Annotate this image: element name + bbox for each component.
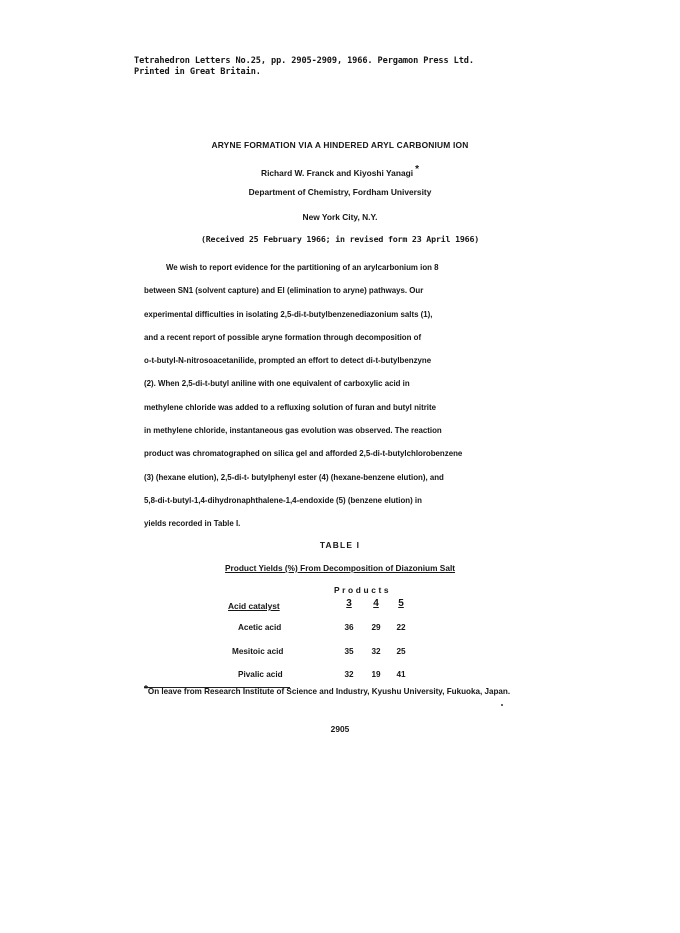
- author-city: New York City, N.Y.: [302, 212, 378, 222]
- article-authors: [0, 164, 680, 178]
- body-line: We wish to report evidence for the partitioning of an arylcarbonium ion 8: [166, 263, 439, 272]
- table-cell: 19: [371, 670, 381, 679]
- body-line: (3) (hexane elution), 2,5-di-t- butylphenyl ester (4) (hexane-benzene elution), and: [144, 472, 444, 482]
- body-line: experimental difficulties in isolating 2,5-di-t-butylbenzenediazonium salts (1),: [144, 309, 433, 319]
- footnote-text: On leave from Research Institute of Science and Industry, Kyushu University, Fukuoka, Japan.: [147, 687, 511, 696]
- received-dates: (Received 25 February 1966; in revised form 23 April 1966): [200, 234, 480, 244]
- footnote: [144, 686, 564, 696]
- body-line: methylene chloride was added to a refluxing solution of furan and butyl nitrite: [144, 402, 436, 412]
- table-label: TABLE I: [319, 540, 361, 550]
- acid-catalyst-header: Acid catalyst: [228, 601, 280, 611]
- table-cell: 22: [396, 623, 406, 632]
- table-row-acid: Pivalic acid: [238, 670, 283, 679]
- table-row-acid: Acetic acid: [238, 623, 282, 632]
- body-line: (2). When 2,5-di-t-butyl aniline with one equivalent of carboxylic acid in: [144, 379, 410, 389]
- table-row-acid: Mesitoic acid: [232, 647, 284, 656]
- printed-in: Printed in Great Britain.: [134, 67, 261, 77]
- products-header: Products: [334, 585, 392, 595]
- body-line: between SN1 (solvent capture) and El (elimination to aryne) pathways. Our: [144, 286, 424, 296]
- body-line: 5,8-di-t-butyl-1,4-dihydronaphthalene-1,4-endoxide (5) (benzene elution) in: [144, 495, 422, 505]
- column-header-5: 5: [398, 598, 404, 609]
- column-header-4: 4: [373, 598, 379, 609]
- table-cell: 25: [396, 647, 406, 656]
- table-cell: 29: [371, 623, 381, 632]
- body-line: o-t-butyl-N-nitrosoacetanilide, prompted an effort to detect di-t-butylbenzyne: [144, 356, 432, 366]
- author-names: Richard W. Franck and Kiyoshi Yanagi: [261, 168, 414, 178]
- journal-header: [134, 56, 554, 78]
- footnote-mark: *: [144, 684, 148, 695]
- body-line: in methylene chloride, instantaneous gas evolution was observed. The reaction: [144, 426, 442, 436]
- article-body: [144, 262, 544, 542]
- table-cell: 35: [344, 647, 354, 656]
- body-line: yields recorded in Table I.: [144, 519, 241, 529]
- author-footnote-mark: *: [415, 164, 419, 175]
- page-number: 2905: [330, 724, 350, 734]
- author-department: Department of Chemistry, Fordham University: [248, 187, 432, 197]
- table-cell: 32: [344, 670, 354, 679]
- stray-mark: [501, 704, 503, 706]
- journal-citation: Tetrahedron Letters No.25, pp. 2905-2909, 1966. Pergamon Press Ltd.: [134, 56, 474, 66]
- table-cell: 41: [396, 670, 406, 679]
- body-line: and a recent report of possible aryne formation through decomposition of: [144, 332, 422, 342]
- article-title: ARYNE FORMATION VIA A HINDERED ARYL CARBONIUM ION: [211, 140, 469, 150]
- table-cell: 32: [371, 647, 381, 656]
- table-caption: Product Yields (%) From Decomposition of Diazonium Salt: [224, 563, 456, 573]
- table-cell: 36: [344, 623, 354, 632]
- body-line: product was chromatographed on silica gel and afforded 2,5-di-t-butylchlorobenzene: [144, 449, 463, 459]
- column-header-3: 3: [346, 598, 352, 609]
